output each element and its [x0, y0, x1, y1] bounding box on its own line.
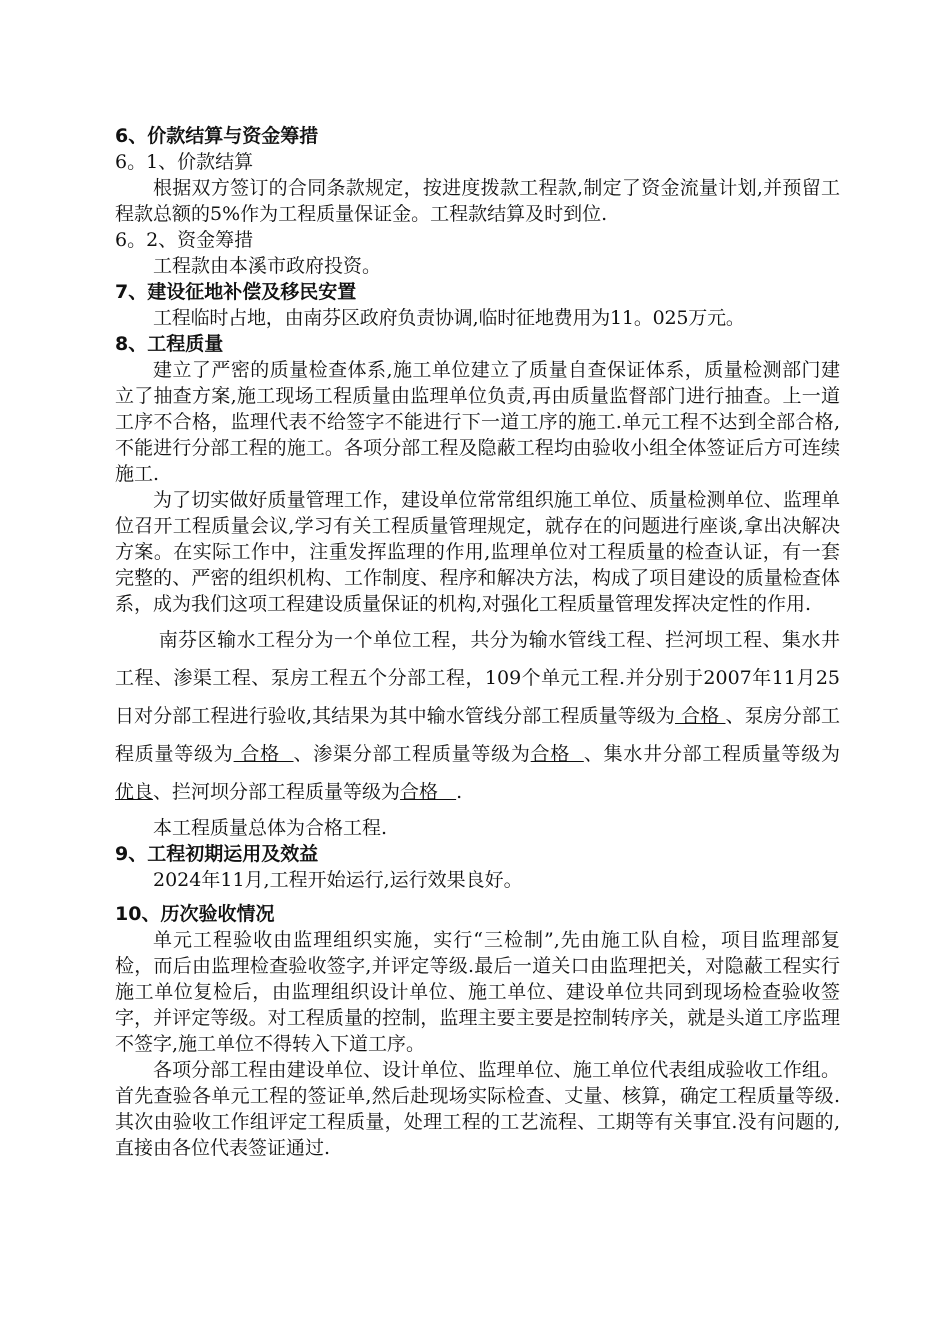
grade-blank-seepage-channel: 合格 — [530, 743, 584, 765]
section-6-1-title: 6。1、价款结算 — [115, 151, 254, 173]
section-10-heading: 10、历次验收情况 — [115, 903, 275, 925]
section-8-heading: 8、工程质量 — [115, 333, 224, 355]
paragraph-text: 、渗渠分部工程质量等级为 — [293, 743, 531, 765]
section-8-paragraph-4: 本工程质量总体为合格工程. — [153, 817, 388, 839]
section-7-paragraph: 工程临时占地，由南芬区政府负责协调,临时征地费用为11。025万元。 — [153, 307, 745, 329]
section-10-paragraph-1: 单元工程验收由监理组织实施，实行“三检制”,先由施工队自检，项目监理部复检，而后由监理检查验收签字,并评定等级.最后一道关口由监理把关，对隐蔽工程实行施工单位复检后，由监理组织设计单位、施工单位、建设单位共同到现场检查验收签字，并评定等级。对工程质量的控制，监理主要主要是控制转序关，就是头道工序监理不签字,施工单位不得转入下道工序。 — [115, 929, 840, 1055]
section-6-2-title: 6。2、资金筹措 — [115, 229, 254, 251]
section-6-heading: 6、价款结算与资金筹措 — [115, 125, 319, 147]
section-6-1-paragraph: 根据双方签订的合同条款规定，按进度拨款工程款,制定了资金流量计划,并预留工程款总额的5%作为工程质量保证金。工程款结算及时到位. — [115, 177, 840, 225]
paragraph-text: 、拦河坝分部工程质量等级为 — [153, 781, 401, 803]
section-10-paragraph-2: 各项分部工程由建设单位、设计单位、监理单位、施工单位代表组成验收工作组。首先查验各单元工程的签证单,然后赴现场实际检查、丈量、核算，确定工程质量等级.其次由验收工作组评定工程质量，处理工程的工艺流程、工期等有关事宜.没有问题的,直接由各位代表签证通过. — [115, 1059, 840, 1159]
paragraph-text: 南芬区输水工程分为一个单位工程，共分为输水管线工程、拦河坝工程、集水井工程、渗渠工程、泵房工程五个分部工程，109个单元工程.并分别于2007年11月25日对分部工程进行验收,其结果为其中输水管线分部工程质量等级为 — [115, 629, 840, 727]
section-8-paragraph-2: 为了切实做好质量管理工作，建设单位常常组织施工单位、质量检测单位、监理单位召开工程质量会议,学习有关工程质量管理规定，就存在的问题进行座谈,拿出决解决方案。在实际工作中，注重发挥监理的作用,监理单位对工程质量的检查认证，有一套完整的、严密的组织机构、工作制度、程序和解决方法，构成了项目建设的质量检查体系，成为我们这项工程建设质量保证的机构,对强化工程质量管理发挥决定性的作用. — [115, 489, 840, 615]
section-6-2-paragraph: 工程款由本溪市政府投资。 — [153, 255, 382, 277]
paragraph-text: 、集水井分部工程质量等级为 — [583, 743, 840, 765]
section-9-paragraph: 2024年11月,工程开始运行,运行效果良好。 — [153, 869, 523, 891]
grade-blank-dam: 合格 — [400, 781, 457, 803]
paragraph-text: 、泵房分部工程质量等级为 — [115, 705, 840, 765]
document-body — [115, 123, 840, 1161]
section-7-heading: 7、建设征地补偿及移民安置 — [115, 281, 357, 303]
section-8-paragraph-1: 建立了严密的质量检查体系,施工单位建立了质量自查保证体系，质量检测部门建立了抽查方案,施工现场工程质量由监理单位负责,再由质量监督部门进行抽查。上一道工序不合格，监理代表不给签字不能进行下一道工序的施工.单元工程不达到全部合格,不能进行分部工程的施工。各项分部工程及隐蔽工程均由验收小组全体签证后方可连续施工. — [115, 359, 840, 485]
grade-blank-pipeline: 合格 — [675, 705, 726, 727]
section-8-paragraph-3 — [115, 621, 840, 811]
spacer — [115, 893, 840, 901]
grade-blank-pump-house: 合格 — [233, 743, 294, 765]
grade-blank-collecting-well: 优良 — [115, 781, 154, 803]
paragraph-text: . — [456, 781, 463, 803]
section-9-heading: 9、工程初期运用及效益 — [115, 843, 319, 865]
